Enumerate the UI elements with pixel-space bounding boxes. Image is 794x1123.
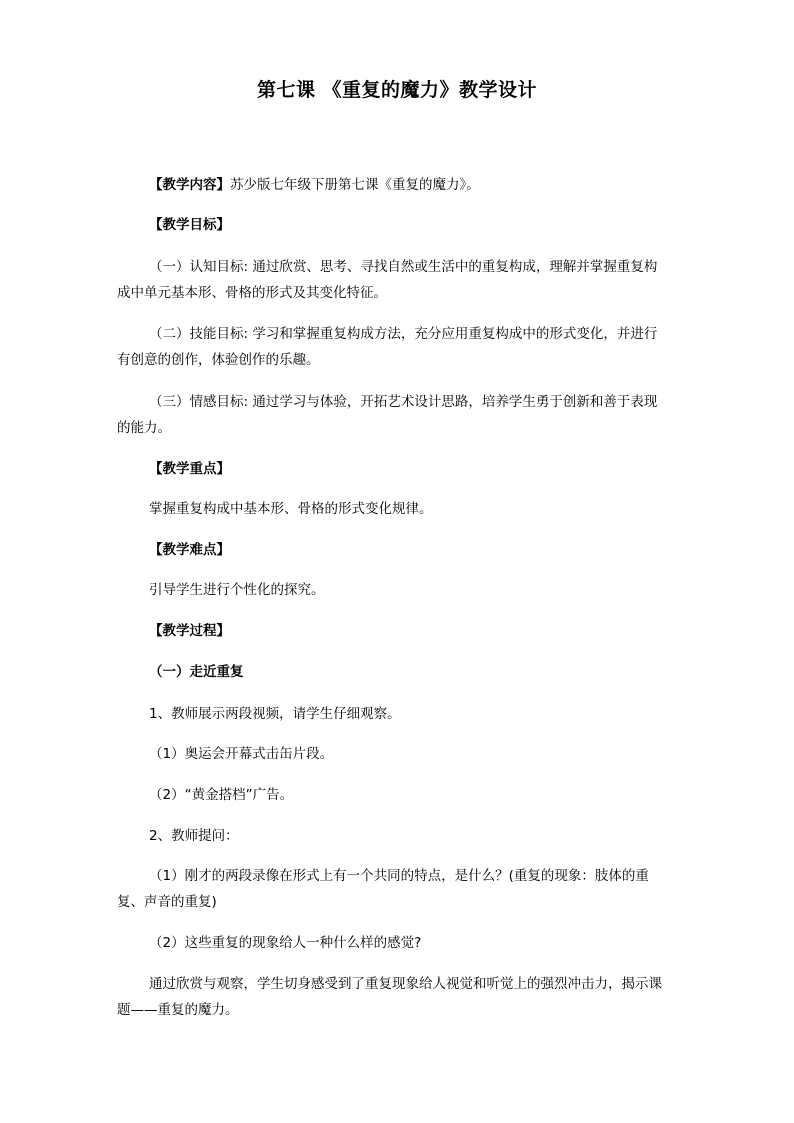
teaching-content-text: 苏少版七年级下册第七课《重复的魔力》。 [230,177,480,193]
teaching-content-label: 【教学内容】 [149,177,230,193]
step1-text: 1、教师展示两段视频，请学生仔细观察。 [149,706,401,722]
question1-line2: 复、声音的重复) [117,894,217,910]
question2-text: （2）这些重复的现象给人一种什么样的感觉? [149,935,422,951]
goal2-line2: 有创意的创作，体验创作的乐趣。 [117,352,320,368]
summary-line2: 题——重复的魔力。 [117,1002,239,1018]
teaching-process-heading: 【教学过程】 [149,623,230,639]
teaching-key-heading: 【教学重点】 [149,461,230,477]
step1-item-b: （2）“黄金搭档”广告。 [149,787,294,803]
section1-heading: （一）走近重复 [149,664,244,680]
goal2-line1: （二）技能目标: 学习和掌握重复构成方法，充分应用重复构成中的形式变化，并进行 [149,326,658,342]
teaching-difficulty-heading: 【教学难点】 [149,542,230,558]
goal3-line2: 的能力。 [117,420,171,436]
question1-line1: （1）刚才的两段录像在形式上有一个共同的特点，是什么？(重复的现象：肢体的重 [149,868,649,884]
step1-item-a: （1）奥运会开幕式击缶片段。 [149,746,334,762]
teaching-goals-heading: 【教学目标】 [149,217,230,233]
teaching-content-line [149,174,719,196]
goal3-line1: （三）情感目标: 通过学习与体验，开拓艺术设计思路，培养学生勇于创新和善于表现 [149,394,658,410]
goal1-line1: （一）认知目标: 通过欣赏、思考、寻找自然或生活中的重复构成，理解并掌握重复构 [149,259,658,275]
step2-text: 2、教师提问： [149,828,239,844]
summary-line1: 通过欣赏与观察，学生切身感受到了重复现象给人视觉和听觉上的强烈冲击力，揭示课 [149,976,662,992]
page-title: 第七课 《重复的魔力》教学设计 [256,79,538,101]
teaching-difficulty-text: 引导学生进行个性化的探究。 [149,582,325,598]
goal1-line2: 成中单元基本形、骨格的形式及其变化特征。 [117,285,387,301]
teaching-key-text: 掌握重复构成中基本形、骨格的形式变化规律。 [149,501,433,517]
